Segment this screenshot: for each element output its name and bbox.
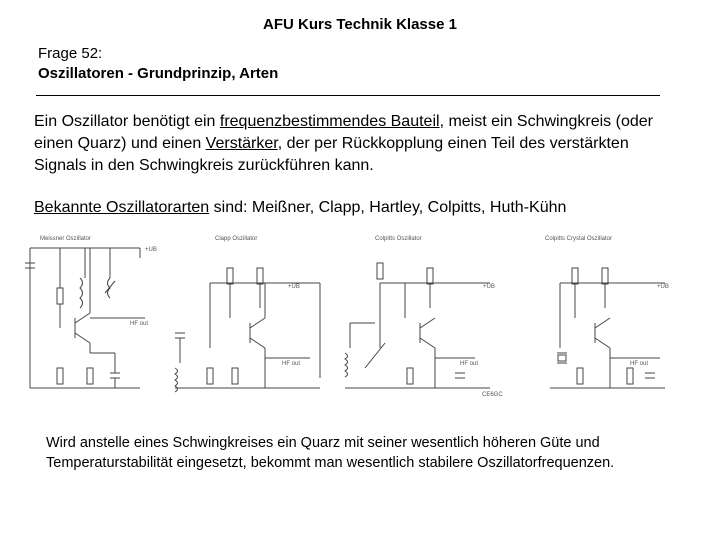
circuit-clapp-supply: +UB bbox=[288, 284, 300, 290]
question-title: Oszillatoren - Grundprinzip, Arten bbox=[38, 65, 279, 82]
types-link[interactable]: Bekannte Oszillatorarten bbox=[34, 199, 210, 216]
circuit-clapp-out: HF out bbox=[282, 361, 301, 367]
circuit-clapp-title: Clapp Oszillator bbox=[215, 236, 258, 242]
circuit-meissner bbox=[25, 236, 157, 388]
circuit-clapp bbox=[175, 236, 320, 392]
circuit-meissner-supply: +UB bbox=[145, 247, 157, 253]
divider bbox=[36, 95, 660, 96]
header-title: AFU Kurs Technik Klasse 1 bbox=[263, 16, 457, 33]
circuit-colpitts-tag: CE6GC bbox=[482, 392, 503, 398]
intro-link-amplifier[interactable]: Verstärker bbox=[205, 135, 278, 152]
types-paragraph bbox=[34, 197, 684, 219]
quartz-note: Wird anstelle eines Schwingkreises ein Quarz mit seiner wesentlich höheren Güte und Temperaturstabilität eingesetzt, bekommt man wesentlich stabilere Oszillatorfrequenzen. bbox=[46, 435, 615, 471]
oscillator-circuits-diagram bbox=[20, 228, 700, 408]
intro-link-frequency-component[interactable]: frequenzbestimmendes Bauteil bbox=[219, 113, 440, 130]
circuit-colpitts-supply: +UB bbox=[483, 284, 495, 290]
circuit-colpitts bbox=[345, 236, 503, 398]
circuit-colpitts-crystal-supply: +UB bbox=[657, 284, 669, 290]
question-number: Frage 52: bbox=[38, 45, 103, 62]
intro-paragraph bbox=[34, 111, 684, 177]
intro-text-c: , der per Rückkopplung einen Teil des verstärkten Signals in den Schwingkreis zurückführen kann. bbox=[34, 135, 629, 174]
intro-text-a: Ein Oszillator benötigt ein bbox=[34, 113, 220, 130]
types-text: sind: Meißner, Clapp, Hartley, Colpitts, Huth-Kühn bbox=[209, 199, 567, 216]
circuit-meissner-title: Meissner Oszillator bbox=[40, 236, 92, 242]
circuit-colpitts-crystal-title: Colpitts Crystal Oszillator bbox=[545, 236, 613, 242]
intro-text-b: , meist ein Schwingkreis (oder einen Quarz) und einen bbox=[34, 113, 653, 152]
circuit-meissner-out: HF out bbox=[130, 321, 149, 327]
circuit-colpitts-crystal bbox=[545, 236, 669, 388]
circuit-colpitts-crystal-out: HF out bbox=[630, 361, 649, 367]
question-block bbox=[38, 44, 278, 84]
circuit-colpitts-title: Colpitts Oszillator bbox=[375, 236, 422, 242]
circuit-colpitts-out: HF out bbox=[460, 361, 479, 367]
